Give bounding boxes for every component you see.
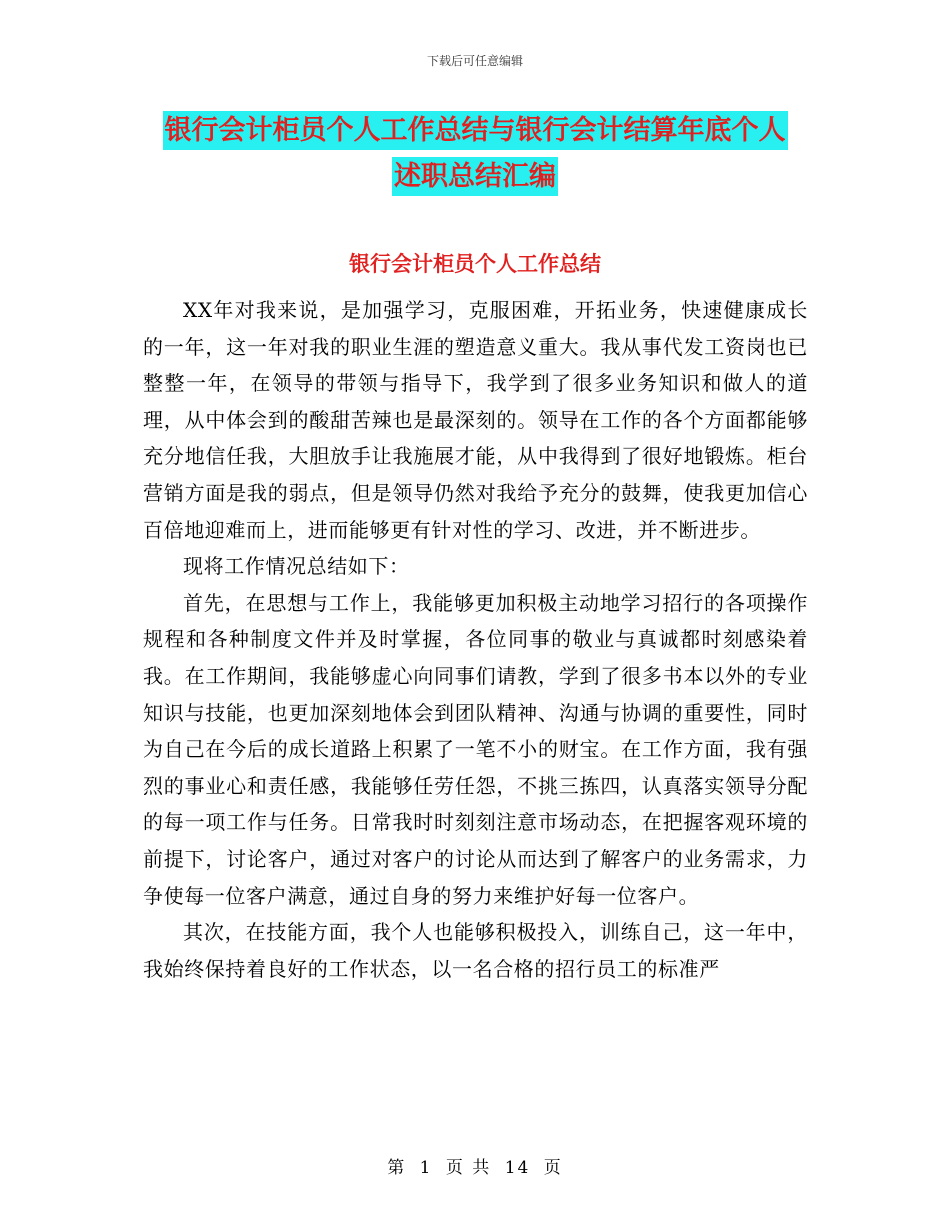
paragraph-first-point: 首先，在思想与工作上，我能够更加积极主动地学习招行的各项操作规程和各种制度文件并及时掌握，各位同事的敬业与真诚都时刻感染着我。在工作期间，我能够虚心向同事们请教，学到了很多书本以外的专业知识与技能，也更加深刻地体会到团队精神、沟通与协调的重要性，同时为自己在今后的成长道路上积累了一笔不小的财宝。在工作方面，我有强烈的事业心和责任感，我能够任劳任怨，不挑三拣四，认真落实领导分配的每一项工作与任务。日常我时时刻刻注意市场动态，在把握客观环境的前提下，讨论客户，通过对客户的讨论从而达到了解客户的业务需求，力争使每一位客户满意，通过自身的努力来维护好每一位客户。	[143, 590, 808, 908]
document-title	[0, 108, 950, 200]
paragraph-intro: XX年对我来说，是加强学习，克服困难，开拓业务，快速健康成长的一年，这一年对我的职业生涯的塑造意义重大。我从事代发工资岗也已整整一年，在领导的带领与指导下，我学到了很多业务知识和做人的道理，从中体会到的酸甜苦辣也是最深刻的。领导在工作的各个方面都能够充分地信任我，大胆放手让我施展才能，从中我得到了很好地锻炼。柜台营销方面是我的弱点，但是领导仍然对我给予充分的鼓舞，使我更加信心百倍地迎难而上，进而能够更有针对性的学习、改进，并不断进步。	[143, 298, 808, 542]
paragraph-second-point: 其次，在技能方面，我个人也能够积极投入，训练自己，这一年中，我始终保持着良好的工作状态，以一名合格的招行员工的标准严	[143, 920, 808, 981]
footer-middle: 页 共	[445, 1158, 492, 1178]
footer-total-pages: 14	[504, 1158, 531, 1178]
document-title-line-2: 述职总结汇编	[392, 157, 558, 196]
paragraph-summary-lead: 现将工作情况总结如下：	[183, 554, 410, 579]
page-header-note: 下载后可任意编辑	[426, 54, 523, 68]
footer-suffix: 页	[543, 1158, 563, 1178]
section-title: 银行会计柜员个人工作总结	[349, 252, 601, 276]
footer-page-number: 1	[419, 1158, 433, 1178]
footer-prefix: 第	[387, 1158, 407, 1178]
page-footer	[0, 1153, 950, 1178]
document-title-line-1: 银行会计柜员个人工作总结与银行会计结算年底个人	[163, 111, 788, 150]
document-body	[143, 292, 808, 987]
